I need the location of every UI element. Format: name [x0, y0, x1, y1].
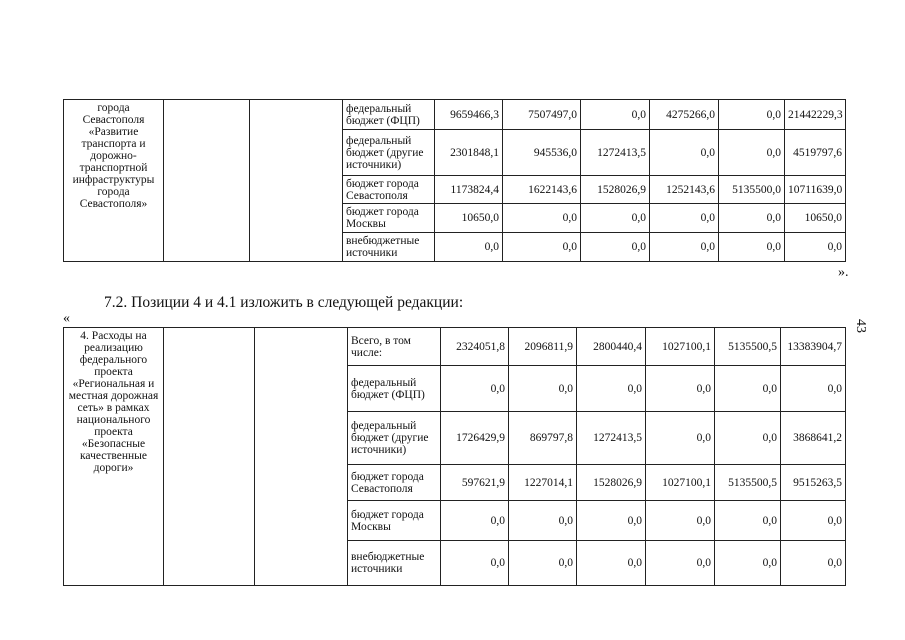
- value-cell: 1272413,5: [577, 412, 646, 465]
- value-cell: 1528026,9: [577, 465, 646, 501]
- empty-cell: [164, 328, 255, 586]
- funding-source-cell: бюджет города Севастополя: [348, 465, 441, 501]
- value-cell: 0,0: [577, 541, 646, 586]
- value-cell: 0,0: [503, 204, 581, 233]
- value-cell: 0,0: [715, 366, 781, 412]
- value-cell: 0,0: [509, 501, 577, 541]
- value-cell: 0,0: [509, 366, 577, 412]
- value-cell: 1528026,9: [581, 176, 650, 204]
- value-cell: 0,0: [581, 204, 650, 233]
- funding-source-cell: бюджет города Севастополя: [343, 176, 435, 204]
- opening-quote: «: [63, 311, 70, 326]
- value-cell: 945536,0: [503, 130, 581, 176]
- value-cell: 0,0: [719, 100, 785, 130]
- value-cell: 0,0: [646, 366, 715, 412]
- value-cell: 10711639,0: [785, 176, 846, 204]
- value-cell: 3868641,2: [781, 412, 846, 465]
- value-cell: 5135500,5: [715, 328, 781, 366]
- funding-source-cell: федеральный бюджет (другие источники): [348, 412, 441, 465]
- value-cell: 597621,9: [441, 465, 509, 501]
- value-cell: 2324051,8: [441, 328, 509, 366]
- value-cell: 0,0: [441, 366, 509, 412]
- budget-table-1: [63, 99, 846, 262]
- empty-cell: [255, 328, 348, 586]
- value-cell: 0,0: [577, 501, 646, 541]
- value-cell: 0,0: [719, 204, 785, 233]
- value-cell: 0,0: [715, 412, 781, 465]
- value-cell: 1272413,5: [581, 130, 650, 176]
- funding-source-cell: бюджет города Москвы: [343, 204, 435, 233]
- value-cell: 0,0: [719, 233, 785, 262]
- value-cell: 21442229,3: [785, 100, 846, 130]
- value-cell: 0,0: [577, 366, 646, 412]
- value-cell: 4275266,0: [650, 100, 719, 130]
- item-name-cell: города Севастополя «Развитие транспорта и дорожно-транспортной инфраструктуры города Севастополя»: [64, 100, 164, 262]
- funding-source-cell: внебюджетные источники: [348, 541, 441, 586]
- empty-cell: [250, 100, 343, 262]
- page-number: 43: [853, 319, 868, 333]
- value-cell: 1227014,1: [509, 465, 577, 501]
- funding-source-cell: федеральный бюджет (ФЦП): [343, 100, 435, 130]
- value-cell: 1726429,9: [441, 412, 509, 465]
- value-cell: 10650,0: [435, 204, 503, 233]
- value-cell: 0,0: [719, 130, 785, 176]
- empty-cell: [164, 100, 250, 262]
- value-cell: 0,0: [646, 412, 715, 465]
- value-cell: 9515263,5: [781, 465, 846, 501]
- value-cell: 0,0: [781, 501, 846, 541]
- value-cell: 0,0: [441, 501, 509, 541]
- value-cell: 0,0: [715, 501, 781, 541]
- value-cell: 1252143,6: [650, 176, 719, 204]
- value-cell: 0,0: [650, 130, 719, 176]
- value-cell: 0,0: [715, 541, 781, 586]
- value-cell: 0,0: [650, 204, 719, 233]
- funding-source-cell: бюджет города Москвы: [348, 501, 441, 541]
- value-cell: 1173824,4: [435, 176, 503, 204]
- closing-quote: ».: [838, 265, 849, 280]
- value-cell: 0,0: [435, 233, 503, 262]
- value-cell: 4519797,6: [785, 130, 846, 176]
- value-cell: 0,0: [781, 366, 846, 412]
- value-cell: 2096811,9: [509, 328, 577, 366]
- value-cell: 9659466,3: [435, 100, 503, 130]
- funding-source-cell: внебюджетные источники: [343, 233, 435, 262]
- value-cell: 2301848,1: [435, 130, 503, 176]
- value-cell: 5135500,5: [715, 465, 781, 501]
- value-cell: 0,0: [646, 501, 715, 541]
- funding-source-cell: федеральный бюджет (ФЦП): [348, 366, 441, 412]
- funding-source-cell: Всего, в том числе:: [348, 328, 441, 366]
- funding-source-cell: федеральный бюджет (другие источники): [343, 130, 435, 176]
- value-cell: 7507497,0: [503, 100, 581, 130]
- value-cell: 2800440,4: [577, 328, 646, 366]
- item-name-cell: 4. Расходы на реализацию федерального проекта «Региональная и местная дорожная сеть» в рамках национального проекта «Безопасные качественные дороги»: [64, 328, 164, 586]
- value-cell: 0,0: [503, 233, 581, 262]
- value-cell: 0,0: [581, 233, 650, 262]
- table-row: [64, 328, 846, 366]
- section-heading: 7.2. Позиции 4 и 4.1 изложить в следующей редакции:: [104, 294, 464, 311]
- value-cell: 13383904,7: [781, 328, 846, 366]
- value-cell: 0,0: [650, 233, 719, 262]
- value-cell: 1027100,1: [646, 465, 715, 501]
- value-cell: 5135500,0: [719, 176, 785, 204]
- value-cell: 1027100,1: [646, 328, 715, 366]
- value-cell: 0,0: [581, 100, 650, 130]
- value-cell: 869797,8: [509, 412, 577, 465]
- value-cell: 0,0: [441, 541, 509, 586]
- value-cell: 10650,0: [785, 204, 846, 233]
- value-cell: 0,0: [781, 541, 846, 586]
- value-cell: 0,0: [785, 233, 846, 262]
- budget-table-2: [63, 327, 846, 586]
- value-cell: 0,0: [509, 541, 577, 586]
- value-cell: 0,0: [646, 541, 715, 586]
- value-cell: 1622143,6: [503, 176, 581, 204]
- table-row: [64, 100, 846, 130]
